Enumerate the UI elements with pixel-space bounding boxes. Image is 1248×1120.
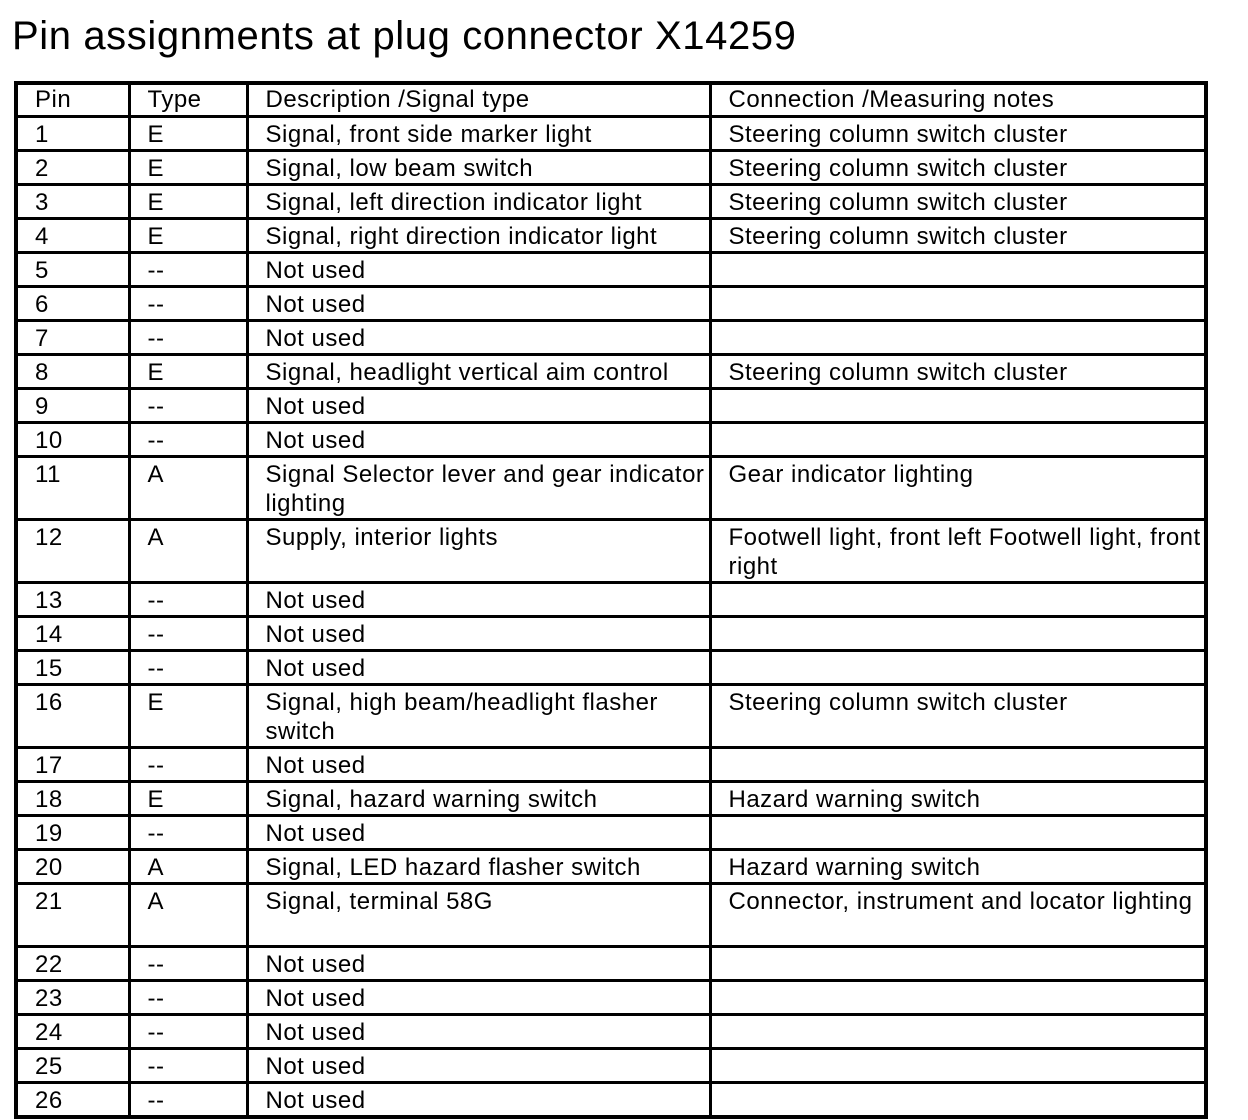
table-row xyxy=(16,457,1206,520)
pin-cell: 9 xyxy=(16,389,129,423)
type-cell: -- xyxy=(129,947,247,981)
type-cell: A xyxy=(129,850,247,884)
description-cell: Not used xyxy=(247,287,710,321)
type-cell: -- xyxy=(129,321,247,355)
pin-cell: 21 xyxy=(16,884,129,947)
connection-cell: Steering column switch cluster xyxy=(710,219,1206,253)
type-cell: E xyxy=(129,219,247,253)
description-cell: Signal, high beam/headlight flasher switch xyxy=(247,685,710,748)
table-row xyxy=(16,117,1206,151)
description-cell: Not used xyxy=(247,423,710,457)
table-row xyxy=(16,321,1206,355)
table-row xyxy=(16,219,1206,253)
connection-cell: Steering column switch cluster xyxy=(710,355,1206,389)
description-cell: Not used xyxy=(247,748,710,782)
connection-cell xyxy=(710,947,1206,981)
connection-cell xyxy=(710,389,1206,423)
column-header-connection: Connection /Measuring notes xyxy=(710,83,1206,117)
table-row xyxy=(16,423,1206,457)
pin-cell: 4 xyxy=(16,219,129,253)
pin-cell: 15 xyxy=(16,651,129,685)
type-cell: A xyxy=(129,884,247,947)
table-row xyxy=(16,617,1206,651)
description-cell: Signal, headlight vertical aim control xyxy=(247,355,710,389)
pin-cell: 2 xyxy=(16,151,129,185)
connection-cell: Hazard warning switch xyxy=(710,782,1206,816)
connection-cell xyxy=(710,321,1206,355)
connection-cell: Steering column switch cluster xyxy=(710,151,1206,185)
description-cell: Supply, interior lights xyxy=(247,520,710,583)
type-cell: -- xyxy=(129,816,247,850)
type-cell: -- xyxy=(129,1049,247,1083)
connection-cell xyxy=(710,423,1206,457)
connection-cell xyxy=(710,748,1206,782)
description-cell: Not used xyxy=(247,389,710,423)
connection-cell xyxy=(710,1049,1206,1083)
type-cell: E xyxy=(129,151,247,185)
pin-cell: 16 xyxy=(16,685,129,748)
type-cell: E xyxy=(129,117,247,151)
type-cell: -- xyxy=(129,651,247,685)
connection-cell: Steering column switch cluster xyxy=(710,117,1206,151)
connection-cell xyxy=(710,651,1206,685)
connection-cell: Steering column switch cluster xyxy=(710,685,1206,748)
table-row xyxy=(16,1015,1206,1049)
table-row xyxy=(16,651,1206,685)
table-row xyxy=(16,389,1206,423)
table-header-row xyxy=(16,83,1206,117)
connection-cell: Hazard warning switch xyxy=(710,850,1206,884)
description-cell: Signal, LED hazard flasher switch xyxy=(247,850,710,884)
connection-cell: Steering column switch cluster xyxy=(710,185,1206,219)
table-row xyxy=(16,287,1206,321)
pin-cell: 26 xyxy=(16,1083,129,1118)
page-title: Pin assignments at plug connector X14259 xyxy=(12,14,797,58)
table-row xyxy=(16,151,1206,185)
table-row xyxy=(16,782,1206,816)
pin-cell: 22 xyxy=(16,947,129,981)
connection-cell xyxy=(710,287,1206,321)
description-cell: Signal, low beam switch xyxy=(247,151,710,185)
connection-cell xyxy=(710,1083,1206,1118)
table-row xyxy=(16,583,1206,617)
pin-cell: 19 xyxy=(16,816,129,850)
table-row xyxy=(16,850,1206,884)
pin-cell: 6 xyxy=(16,287,129,321)
pin-cell: 20 xyxy=(16,850,129,884)
description-cell: Not used xyxy=(247,1083,710,1118)
connection-cell xyxy=(710,1015,1206,1049)
description-cell: Not used xyxy=(247,981,710,1015)
type-cell: E xyxy=(129,355,247,389)
type-cell: -- xyxy=(129,1083,247,1118)
description-cell: Not used xyxy=(247,321,710,355)
connection-cell: Footwell light, front left Footwell light, front right xyxy=(710,520,1206,583)
pin-cell: 8 xyxy=(16,355,129,389)
type-cell: -- xyxy=(129,748,247,782)
connection-cell: Connector, instrument and locator lighting xyxy=(710,884,1206,947)
description-cell: Not used xyxy=(247,947,710,981)
pin-cell: 18 xyxy=(16,782,129,816)
description-cell: Not used xyxy=(247,651,710,685)
description-cell: Signal, terminal 58G xyxy=(247,884,710,947)
table-row xyxy=(16,748,1206,782)
type-cell: E xyxy=(129,782,247,816)
table-row xyxy=(16,1083,1206,1118)
connection-cell xyxy=(710,253,1206,287)
column-header-description: Description /Signal type xyxy=(247,83,710,117)
connection-cell xyxy=(710,981,1206,1015)
description-cell: Signal, front side marker light xyxy=(247,117,710,151)
type-cell: -- xyxy=(129,423,247,457)
pin-cell: 1 xyxy=(16,117,129,151)
connection-cell xyxy=(710,583,1206,617)
pin-cell: 24 xyxy=(16,1015,129,1049)
description-cell: Signal Selector lever and gear indicator lighting xyxy=(247,457,710,520)
pin-cell: 23 xyxy=(16,981,129,1015)
type-cell: -- xyxy=(129,389,247,423)
table-row xyxy=(16,816,1206,850)
pin-assignment-table xyxy=(14,81,1208,1119)
table-row xyxy=(16,253,1206,287)
table-row xyxy=(16,884,1206,947)
description-cell: Not used xyxy=(247,583,710,617)
pin-cell: 14 xyxy=(16,617,129,651)
pin-cell: 7 xyxy=(16,321,129,355)
description-cell: Signal, right direction indicator light xyxy=(247,219,710,253)
pin-cell: 3 xyxy=(16,185,129,219)
description-cell: Not used xyxy=(247,1015,710,1049)
pin-cell: 11 xyxy=(16,457,129,520)
pin-cell: 13 xyxy=(16,583,129,617)
connection-cell xyxy=(710,816,1206,850)
type-cell: A xyxy=(129,520,247,583)
table-row xyxy=(16,685,1206,748)
table-row xyxy=(16,947,1206,981)
table-row xyxy=(16,520,1206,583)
table-row xyxy=(16,981,1206,1015)
type-cell: E xyxy=(129,185,247,219)
pin-cell: 10 xyxy=(16,423,129,457)
description-cell: Not used xyxy=(247,617,710,651)
description-cell: Not used xyxy=(247,253,710,287)
type-cell: -- xyxy=(129,253,247,287)
table-row xyxy=(16,1049,1206,1083)
column-header-type: Type xyxy=(129,83,247,117)
type-cell: -- xyxy=(129,583,247,617)
pin-cell: 25 xyxy=(16,1049,129,1083)
table-row xyxy=(16,185,1206,219)
type-cell: E xyxy=(129,685,247,748)
pin-cell: 12 xyxy=(16,520,129,583)
type-cell: -- xyxy=(129,287,247,321)
pin-cell: 5 xyxy=(16,253,129,287)
connection-cell xyxy=(710,617,1206,651)
type-cell: -- xyxy=(129,1015,247,1049)
description-cell: Signal, left direction indicator light xyxy=(247,185,710,219)
pin-cell: 17 xyxy=(16,748,129,782)
description-cell: Not used xyxy=(247,816,710,850)
table-body xyxy=(16,117,1206,1118)
type-cell: A xyxy=(129,457,247,520)
description-cell: Not used xyxy=(247,1049,710,1083)
type-cell: -- xyxy=(129,617,247,651)
type-cell: -- xyxy=(129,981,247,1015)
connection-cell: Gear indicator lighting xyxy=(710,457,1206,520)
table-row xyxy=(16,355,1206,389)
description-cell: Signal, hazard warning switch xyxy=(247,782,710,816)
column-header-pin: Pin xyxy=(16,83,129,117)
